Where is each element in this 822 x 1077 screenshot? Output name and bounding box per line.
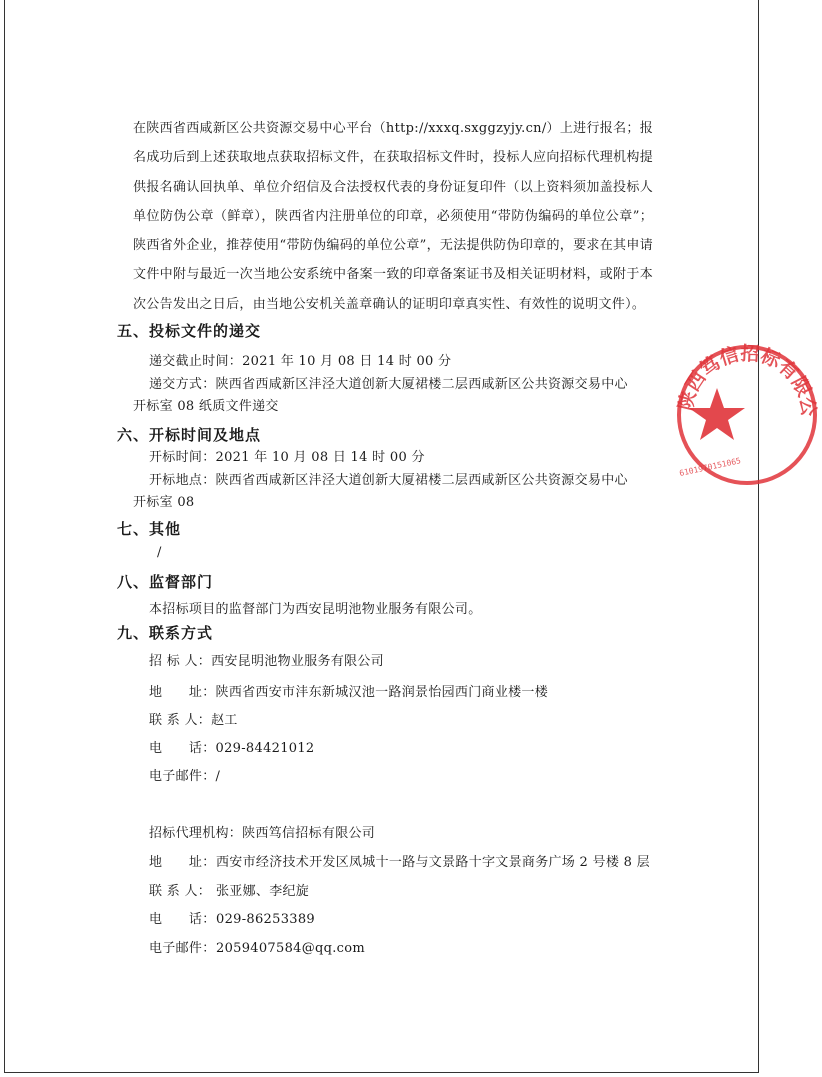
section-9-heading: 九、联系方式 (117, 624, 214, 642)
supervision-content: 本招标项目的监督部门为西安昆明池物业服务有限公司。 (149, 602, 482, 617)
agency-email-row (149, 937, 365, 956)
opening-time: 开标时间：2021 年 10 月 08 日 14 时 00 分 (149, 450, 425, 465)
tenderer-email-value: / (215, 769, 221, 784)
tenderer-name-row (149, 650, 384, 669)
agency-email-value: 2059407584@qq.com (216, 941, 366, 956)
official-seal (672, 340, 822, 490)
section-5-heading: 五、投标文件的递交 (117, 322, 262, 340)
section-7-heading: 七、其他 (117, 520, 182, 538)
tenderer-phone-label: 电 话： (149, 741, 216, 756)
opening-place: 开标地点：陕西省西咸新区沣泾大道创新大厦裙楼二层西咸新区公共资源交易中心开标室 08 (133, 473, 628, 510)
agency-email-label: 电子邮件： (149, 941, 216, 956)
other-content: / (157, 545, 162, 560)
agency-name-label: 招标代理机构： (149, 826, 243, 841)
agency-phone-row (149, 908, 315, 927)
agency-contact-value: 张亚娜、李纪旋 (216, 884, 310, 899)
intro-paragraph: 在陕西省西咸新区公共资源交易中心平台（http://xxxq.sxggzyjy.cn/）上进行报名；报名成功后到上述获取地点获取招标文件，在获取招标文件时，投标人应向招标代理机构提供报名确认回执单、单位介绍信及合法授权代表的身份证复印件（以上资料须加盖投标人单位防伪公章（鲜章），陕西省内注册单位的印章，必须使用“带防伪编码的单位公章”；陕西省外企业，推荐使用“带防伪编码的单位公章”，无法提供防伪印章的，要求在其申请文件中附与最近一次当地公安系统中备案一致的印章备案证书及相关证明材料，或附于本次公告发出之日后，由当地公安机关盖章确认的证明印章真实性、有效性的说明文件）。 (133, 121, 653, 312)
tenderer-contact-label: 联 系 人： (149, 713, 212, 728)
tenderer-address-label: 地 址： (149, 685, 216, 700)
svg-text:陕西笃信招标有限公司: 陕西笃信招标有限公 (674, 342, 820, 418)
section-6-heading: 六、开标时间及地点 (117, 426, 262, 444)
agency-phone-label: 电 话： (149, 912, 216, 927)
agency-phone-value: 029-86253389 (216, 912, 315, 927)
tenderer-name-label: 招 标 人： (149, 654, 212, 669)
tenderer-contact-value: 赵工 (211, 713, 238, 728)
seal-graphic (672, 340, 822, 490)
submission-deadline: 递交截止时间：2021 年 10 月 08 日 14 时 00 分 (149, 354, 452, 369)
agency-address-label: 地 址： (149, 855, 216, 870)
submission-method: 递交方式：陕西省西咸新区沣泾大道创新大厦裙楼二层西咸新区公共资源交易中心开标室 08 纸质文件递交 (133, 377, 628, 414)
tenderer-phone-value: 029-84421012 (215, 741, 315, 756)
agency-name-row (149, 822, 375, 841)
tenderer-email-label: 电子邮件： (149, 769, 216, 784)
agency-name-value: 陕西笃信招标有限公司 (242, 826, 376, 841)
agency-contact-label: 联 系 人： (149, 884, 212, 899)
tenderer-address-value: 陕西省西安市沣东新城汉池一路润景怡园西门商业楼一楼 (215, 685, 549, 700)
agency-address-value: 西安市经济技术开发区凤城十一路与文景路十字文景商务广场 2 号楼 8 层 (216, 855, 650, 870)
section-8-heading: 八、监督部门 (117, 573, 214, 591)
agency-contact-row (149, 880, 309, 899)
svg-text:6101970151065: 6101970151065 (678, 456, 742, 478)
tenderer-email-row (149, 765, 220, 784)
tenderer-contact-row (149, 709, 238, 728)
tenderer-address-row (149, 681, 548, 700)
tenderer-name-value: 西安昆明池物业服务有限公司 (211, 654, 384, 669)
agency-address-row (149, 851, 650, 870)
tenderer-phone-row (149, 737, 315, 756)
